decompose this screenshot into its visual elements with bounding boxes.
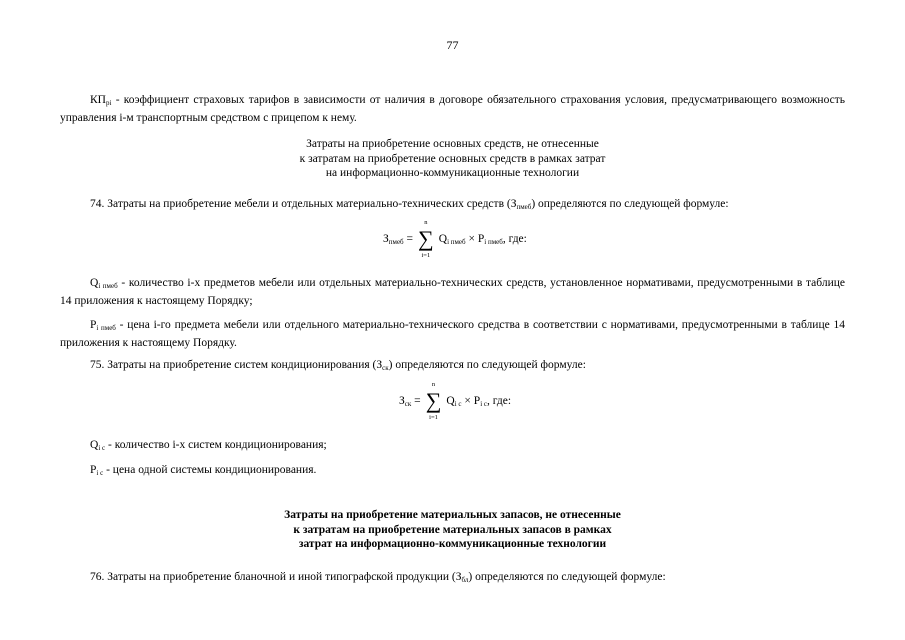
kp-symbol-sub: pi <box>105 99 112 107</box>
section-heading-fixed-assets <box>0 137 905 181</box>
sum-symbol: n ∑ i=1 <box>425 381 442 421</box>
sum-symbol: n ∑ i=1 <box>418 219 434 259</box>
page-number: 77 <box>446 38 459 52</box>
paragraph-76: 76. Затраты на приобретение бланочной и иной типографской продукции $(З_{бл})$ определяются по следующей формуле: <box>90 571 666 584</box>
heading2-line: к затратам на приобретение материальных запасов в рамках <box>293 523 612 536</box>
definition-q-ac: $Q_{i c}$ - количество i-х систем кондиционирования; <box>90 439 327 452</box>
formula-furniture: $З_{пмеб}$ = n ∑ i=1 $Q_{i пмеб} \times P_{i пмеб}$, где: <box>383 219 527 259</box>
kp-coefficient-definition <box>60 93 845 126</box>
paragraph-75: 75. Затраты на приобретение систем кондиционирования $(З_{ск})$ определяются по следующей формуле: <box>90 359 586 372</box>
section-heading-material-stocks <box>0 508 905 552</box>
heading1-line: к затратам на приобретение основных средств в рамках затрат <box>299 152 606 165</box>
definition-p-furniture: $P_{i пмеб}$ - цена i-го предмета мебели или отдельного материально-технического средства в соответствии с нормативами, предусмотренными в таблице 14 приложения к настоящему Порядку. <box>60 319 846 349</box>
definition-q-furniture: $Q_{i пмеб}$ - количество i-х предметов мебели или отдельных материально-технических средств, установленное нормативами, предусмотренными в таблице 14 приложения к настоящему Порядку; <box>60 277 845 307</box>
heading1-line: Затраты на приобретение основных средств, не отнесенные <box>306 138 599 150</box>
heading1-line: на информационно-коммуникационные технологии <box>325 167 580 179</box>
kp-symbol: КП <box>90 94 106 106</box>
kp-text: - коэффициент страховых тарифов в зависимости от наличия в договоре обязательного страхования условия, предусматривающего возможность управления i-м транспортным средством с прицепом к нему. <box>60 94 845 124</box>
paragraph-74: 74. Затраты на приобретение мебели и отдельных материально-технических средств $(З_{пмеб})$ определяются по следующей формуле: <box>90 198 729 211</box>
heading2-line: затрат на информационно-коммуникационные технологии <box>298 538 607 550</box>
heading2-line: Затраты на приобретение материальных запасов, не отнесенные <box>284 509 621 521</box>
definition-p-ac: $P_{i c}$ - цена одной системы кондиционирования. <box>90 464 317 477</box>
formula-air-conditioning: $З_{ск}$ = n ∑ i=1 $Q_{i c} \times P_{i c}$, где: <box>399 381 512 421</box>
